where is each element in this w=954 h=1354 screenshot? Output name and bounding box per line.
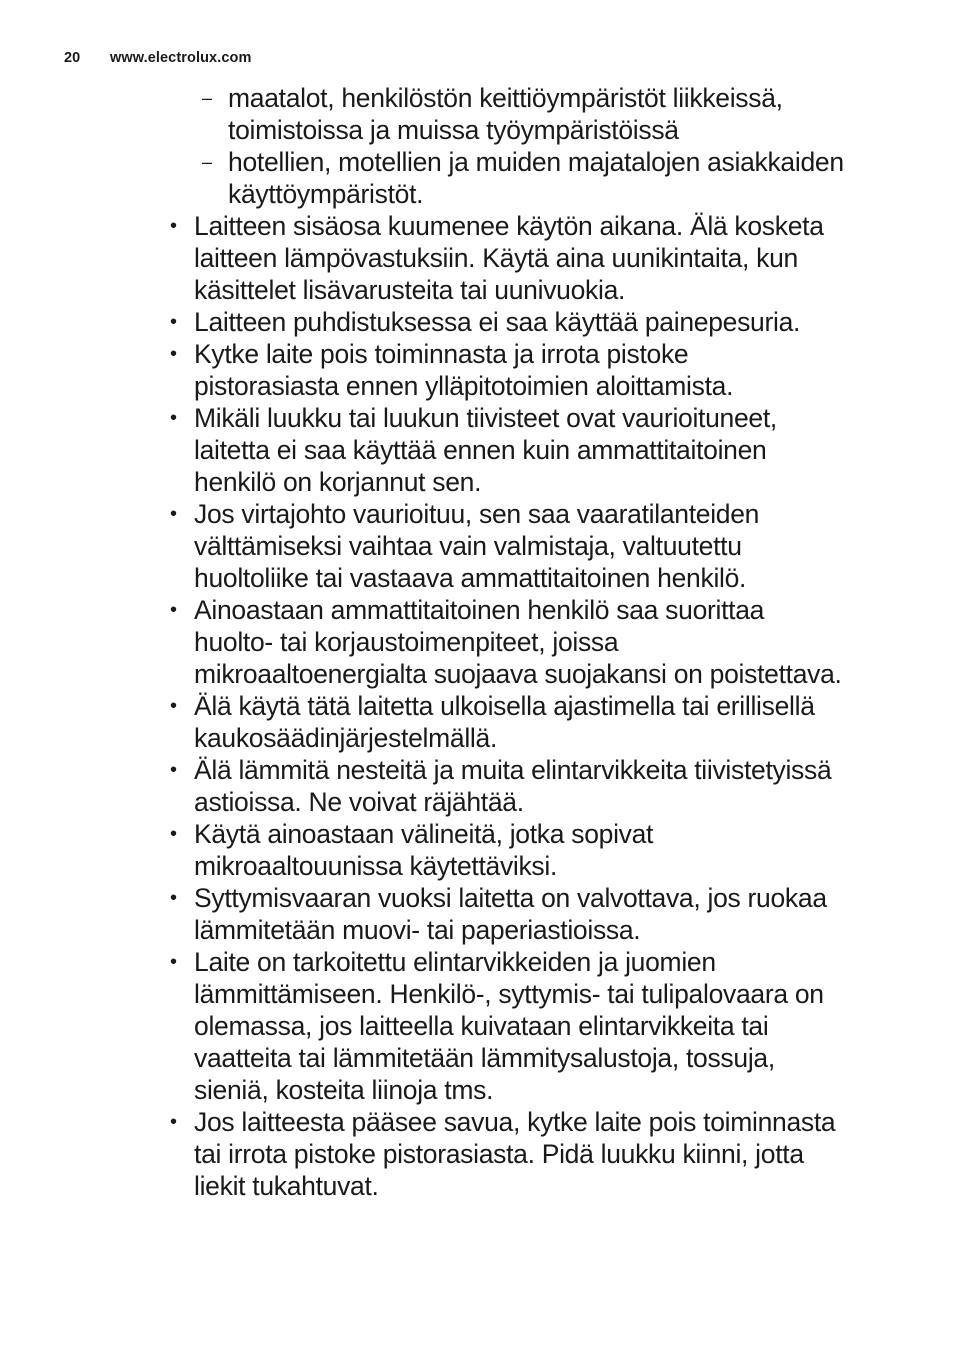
text-line: henkilö on korjannut sen. — [194, 467, 482, 497]
text-line: käsittelet lisävarusteita tai uunivuokia. — [194, 275, 626, 305]
text-line: Ainoastaan ammattitaitoinen henkilö saa suorittaa — [194, 595, 765, 625]
bullet-marker: • — [170, 951, 177, 973]
bullet-marker: • — [170, 407, 177, 429]
text-line: Jos virtajohto vaurioituu, sen saa vaaratilanteiden — [194, 499, 760, 529]
text-line: kaukosäädinjärjestelmällä. — [194, 723, 498, 753]
bullet-item — [170, 210, 930, 306]
text-line: toimistoissa ja muissa työympäristöissä — [228, 115, 679, 145]
bullet-marker: • — [170, 695, 177, 717]
text-line: maatalot, henkilöstön keittiöympäristöt liikkeissä, — [228, 83, 783, 113]
text-line: hotellien, motellien ja muiden majatalojen asiakkaiden — [228, 147, 844, 177]
text-line: tai irrota pistoke pistorasiasta. Pidä luukku kiinni, jotta — [194, 1139, 804, 1169]
text-line: Jos laitteesta pääsee savua, kytke laite pois toiminnasta — [194, 1107, 836, 1137]
bullet-marker: • — [170, 823, 177, 845]
text-line: välttämiseksi vaihtaa vain valmistaja, valtuutettu — [194, 531, 742, 561]
bullet-item — [170, 498, 930, 594]
bullet-item — [170, 946, 930, 1106]
text-line: sieniä, kosteita liinoja tms. — [194, 1075, 494, 1105]
bullet-marker: • — [170, 759, 177, 781]
text-line: Laite on tarkoitettu elintarvikkeiden ja juomien — [194, 947, 716, 977]
bullet-item — [170, 690, 930, 754]
bullet-item — [170, 306, 930, 338]
text-line: mikroaaltouunissa käytettäviksi. — [194, 851, 558, 881]
sub-list-item — [170, 82, 930, 146]
website-url: www.electrolux.com — [110, 50, 252, 66]
bullet-item — [170, 882, 930, 946]
bullet-item — [170, 818, 930, 882]
dash-marker: – — [202, 152, 212, 172]
bullet-marker: • — [170, 1111, 177, 1133]
text-line: Mikäli luukku tai luukun tiivisteet ovat vaurioituneet, — [194, 403, 777, 433]
text-line: Laitteen sisäosa kuumenee käytön aikana. Älä kosketa — [194, 211, 824, 241]
text-line: huolto- tai korjaustoimenpiteet, joissa — [194, 627, 619, 657]
text-line: liekit tukahtuvat. — [194, 1171, 379, 1201]
text-line: vaatteita tai lämmitetään lämmitysalustoja, tossuja, — [194, 1043, 775, 1073]
bullet-marker: • — [170, 599, 177, 621]
text-line: Laitteen puhdistuksessa ei saa käyttää painepesuria. — [194, 307, 801, 337]
text-line: lämmitetään muovi- tai paperiastioissa. — [194, 915, 641, 945]
bullet-marker: • — [170, 215, 177, 237]
bullet-item — [170, 338, 930, 402]
sub-list — [170, 82, 930, 210]
text-line: Älä lämmitä nesteitä ja muita elintarvikkeita tiivistetyissä — [194, 755, 832, 785]
text-line: pistorasiasta ennen ylläpitotoimien aloittamista. — [194, 371, 734, 401]
text-line: mikroaaltoenergialta suojaava suojakansi on poistettava. — [194, 659, 842, 689]
text-line: Kytke laite pois toiminnasta ja irrota pistoke — [194, 339, 689, 369]
bullet-item — [170, 402, 930, 498]
text-line: astioissa. Ne voivat räjähtää. — [194, 787, 524, 817]
dash-marker: – — [202, 88, 212, 108]
sub-list-item — [170, 146, 930, 210]
bullet-marker: • — [170, 887, 177, 909]
text-line: laitteen lämpövastuksiin. Käytä aina uunikintaita, kun — [194, 243, 798, 273]
text-line: laitetta ei saa käyttää ennen kuin ammattitaitoinen — [194, 435, 767, 465]
bullet-marker: • — [170, 343, 177, 365]
bullet-marker: • — [170, 311, 177, 333]
text-line: huoltoliike tai vastaava ammattitaitoinen henkilö. — [194, 563, 747, 593]
page-number: 20 — [64, 50, 81, 66]
text-line: olemassa, jos laitteella kuivataan elintarvikkeita tai — [194, 1011, 769, 1041]
text-line: lämmittämiseen. Henkilö-, syttymis- tai tulipalovaara on — [194, 979, 824, 1009]
text-line: käyttöympäristöt. — [228, 179, 424, 209]
bullet-item — [170, 754, 930, 818]
page-header — [64, 50, 251, 66]
text-line: Älä käytä tätä laitetta ulkoisella ajastimella tai erillisellä — [194, 691, 815, 721]
text-line: Syttymisvaaran vuoksi laitetta on valvottava, jos ruokaa — [194, 883, 827, 913]
bullet-item — [170, 1106, 930, 1202]
bullet-item — [170, 594, 930, 690]
text-line: Käytä ainoastaan välineitä, jotka sopivat — [194, 819, 654, 849]
safety-instructions — [170, 82, 930, 1202]
bullet-marker: • — [170, 503, 177, 525]
bullet-list — [170, 210, 930, 1202]
